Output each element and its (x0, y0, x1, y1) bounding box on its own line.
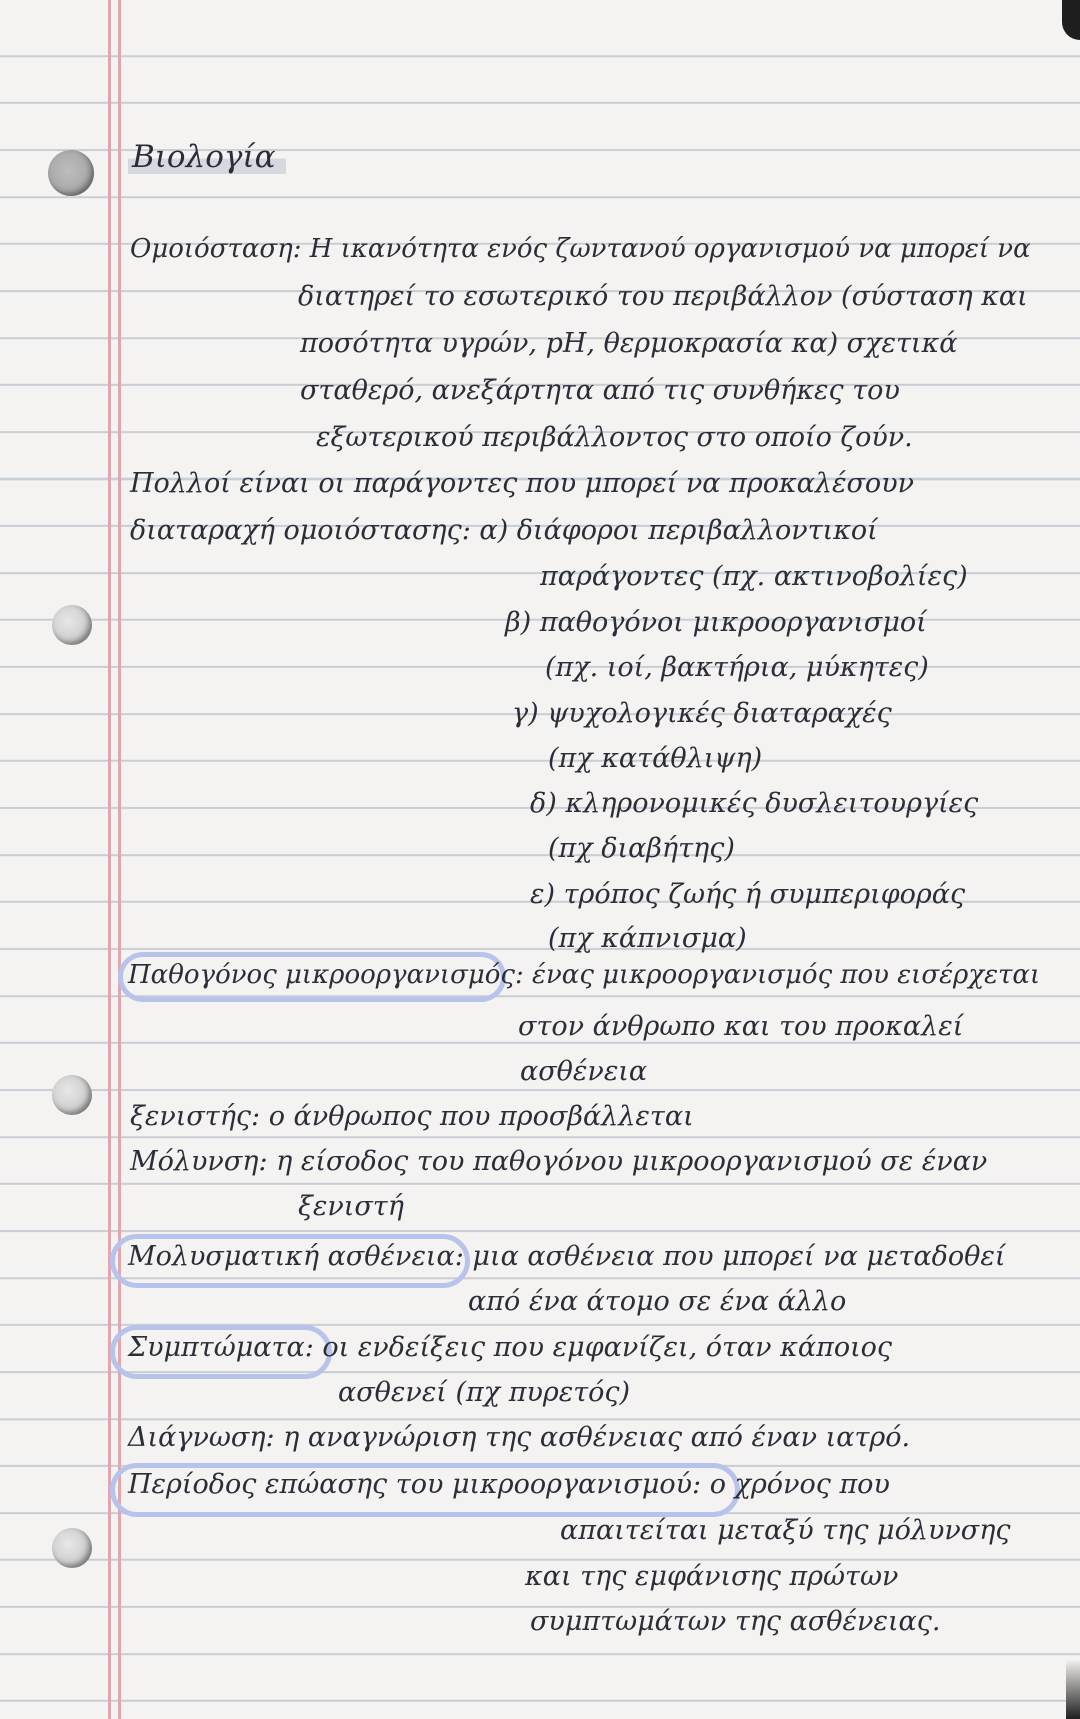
note-line: (πχ κάπνισμα) (548, 923, 747, 954)
note-line: Πολλοί είναι οι παράγοντες που μπορεί να προκαλέσουν (130, 468, 915, 499)
note-line: σταθερό, ανεξάρτητα από τις συνθήκες του (300, 375, 900, 406)
note-line: Ομοιόσταση: Η ικανότητα ενός ζωντανού οργανισμού να μπορεί να (130, 234, 1031, 264)
note-line: ξενιστή (298, 1191, 404, 1222)
note-line: Παθογόνος μικροοργανισμός: ένας μικροοργανισμός που εισέρχεται (128, 960, 1041, 990)
binder-hole (48, 150, 94, 196)
binder-hole (52, 1075, 92, 1115)
note-line: (πχ. ιοί, βακτήρια, μύκητες) (545, 652, 929, 683)
note-line: (πχ κατάθλιψη) (548, 743, 763, 774)
note-line: παράγοντες (πχ. ακτινοβολίες) (540, 561, 968, 592)
note-line: από ένα άτομο σε ένα άλλο (468, 1286, 847, 1317)
note-line: στον άνθρωπο και του προκαλεί (518, 1011, 964, 1042)
note-line: (πχ διαβήτης) (548, 833, 735, 864)
note-line: απαιτείται μεταξύ της μόλυνσης (560, 1515, 1011, 1546)
page-corner (1062, 0, 1080, 40)
note-line: γ) ψυχολογικές διαταραχές (512, 698, 892, 729)
note-line: διατηρεί το εσωτερικό του περιβάλλον (σύσταση και (298, 281, 1028, 312)
note-line: Περίοδος επώασης του μικροοργανισμού: ο χρόνος που (128, 1469, 890, 1500)
page-title: Βιολογία (128, 140, 286, 174)
note-line: Μολυσματική ασθένεια: μια ασθένεια που μπορεί να μεταδοθεί (128, 1241, 1006, 1272)
note-line: ασθένεια (520, 1056, 648, 1087)
note-line: ποσότητα υγρών, pH, θερμοκρασία κα) σχετικά (300, 328, 958, 359)
margin-line-right (118, 0, 121, 1719)
note-line: και της εμφάνισης πρώτων (525, 1561, 899, 1592)
note-line: διαταραχή ομοιόστασης: α) διάφοροι περιβαλλοντικοί (130, 515, 878, 546)
note-line: Διάγνωση: η αναγνώριση της ασθένειας από έναν ιατρό. (128, 1422, 911, 1453)
note-line: ε) τρόπος ζωής ή συμπεριφοράς (530, 879, 966, 910)
note-line: συμπτωμάτων της ασθένειας. (530, 1606, 941, 1637)
note-line: εξωτερικού περιβάλλοντος στο οποίο ζούν. (316, 422, 913, 453)
note-line: β) παθογόνοι μικροοργανισμοί (505, 607, 927, 638)
binder-hole (52, 1528, 92, 1568)
note-line: Μόλυνση: η είσοδος του παθογόνου μικροοργανισμού σε έναν (130, 1146, 988, 1177)
note-line: δ) κληρονομικές δυσλειτουργίες (530, 788, 979, 819)
note-line: ξενιστής: ο άνθρωπος που προσβάλλεται (130, 1101, 694, 1132)
note-line: ασθενεί (πχ πυρετός) (338, 1377, 631, 1408)
binder-hole (52, 605, 92, 645)
note-line: Συμπτώματα: οι ενδείξεις που εμφανίζει, όταν κάποιος (128, 1332, 893, 1363)
margin-line-left (108, 0, 111, 1719)
page-corner-bottom (1066, 1659, 1080, 1719)
